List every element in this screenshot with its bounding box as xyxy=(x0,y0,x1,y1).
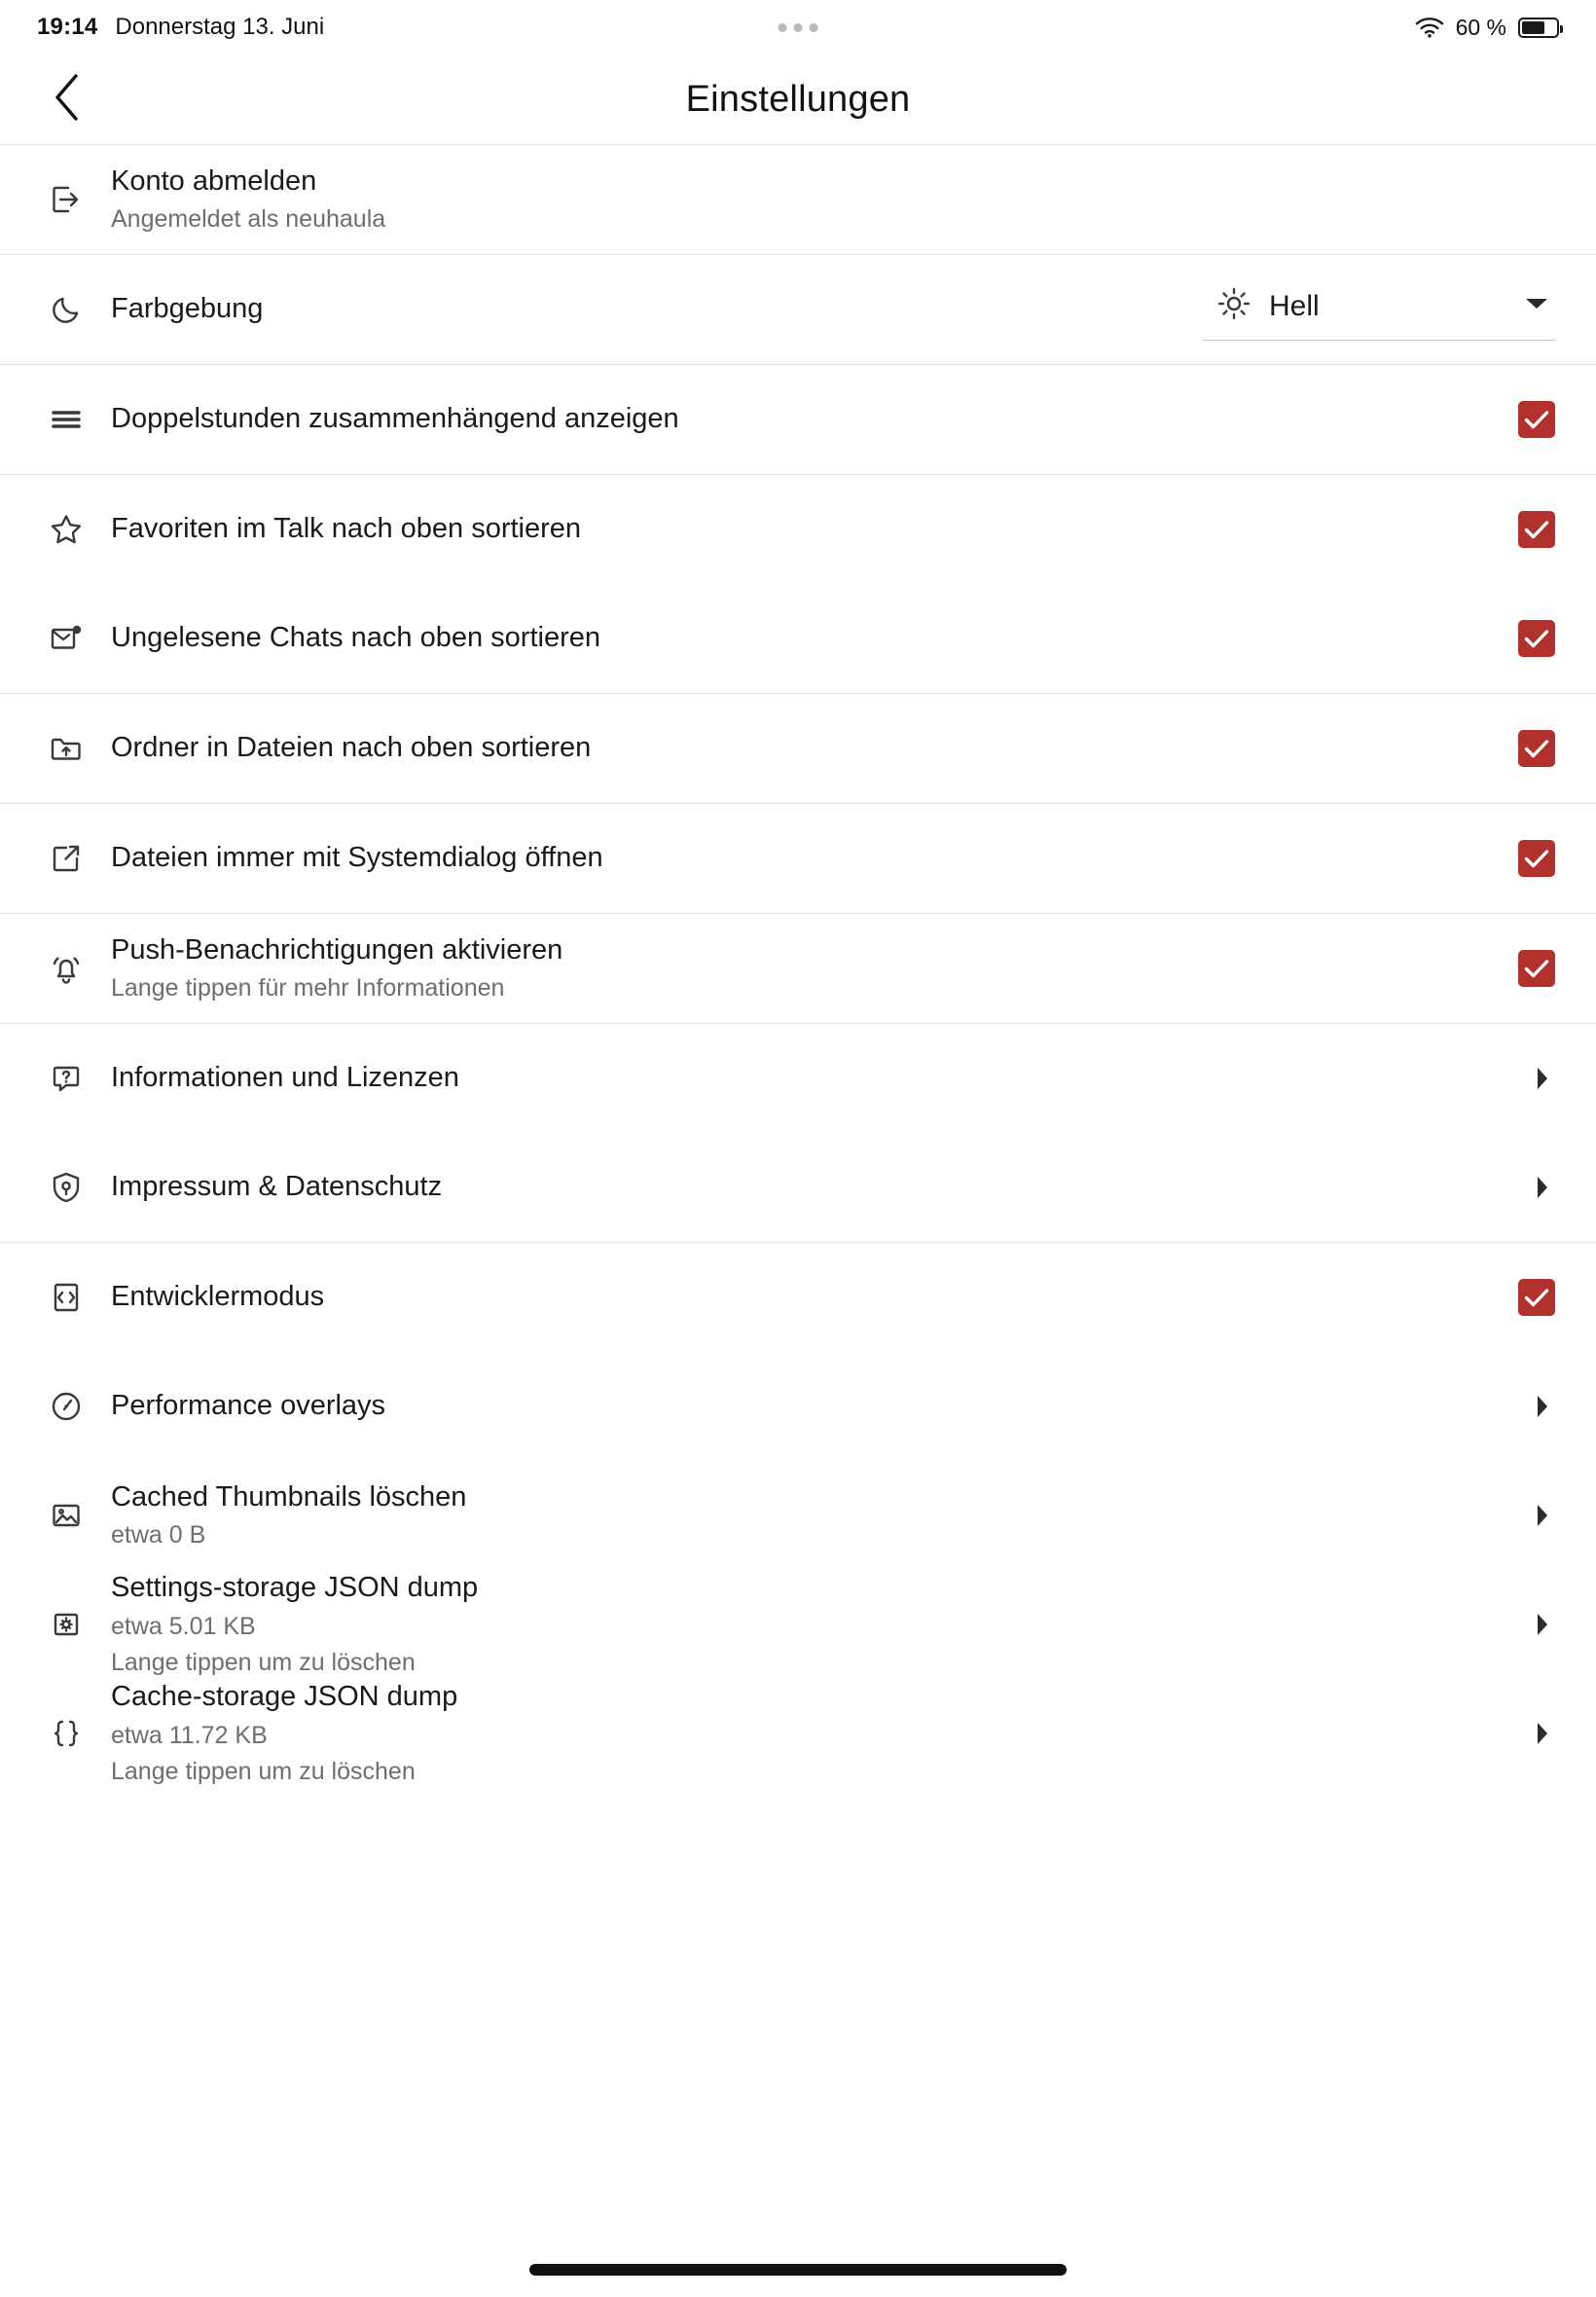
external-link-icon xyxy=(29,839,103,878)
status-bar xyxy=(0,0,1596,55)
chevron-right-icon[interactable] xyxy=(1528,1612,1557,1637)
row-text xyxy=(103,293,1203,325)
row-text xyxy=(103,1062,1528,1094)
row-subtitle-secondary: Lange tippen um zu löschen xyxy=(111,1648,416,1676)
moon-icon xyxy=(29,290,103,329)
row-checkbox[interactable] xyxy=(1518,730,1555,767)
row-text xyxy=(103,1281,1518,1313)
row-label: Favoriten im Talk nach oben sortieren xyxy=(111,513,582,545)
chevron-left-icon xyxy=(51,72,84,128)
row-label: Farbgebung xyxy=(111,293,264,325)
settings-row[interactable] xyxy=(0,1133,1596,1242)
chevron-right-icon[interactable] xyxy=(1528,1503,1557,1528)
row-text xyxy=(103,1681,1528,1785)
row-checkbox[interactable] xyxy=(1518,620,1555,657)
settings-group xyxy=(0,144,1596,254)
developer-mode-icon xyxy=(29,1278,103,1317)
settings-row[interactable] xyxy=(0,145,1596,254)
row-text xyxy=(103,1390,1528,1422)
row-subtitle-secondary: Lange tippen um zu löschen xyxy=(111,1757,416,1785)
row-subtitle: etwa 5.01 KB xyxy=(111,1612,256,1640)
row-text xyxy=(103,1572,1528,1676)
settings-group xyxy=(0,1023,1596,1242)
settings-row[interactable] xyxy=(0,365,1596,474)
status-date: Donnerstag 13. Juni xyxy=(115,14,325,40)
battery-icon xyxy=(1518,18,1559,38)
row-checkbox[interactable] xyxy=(1518,511,1555,548)
settings-row[interactable] xyxy=(0,1024,1596,1133)
battery-label: 60 % xyxy=(1455,14,1506,40)
wifi-icon xyxy=(1415,17,1444,38)
theme-dropdown[interactable] xyxy=(1203,278,1555,341)
row-text xyxy=(103,934,1518,1003)
home-indicator xyxy=(529,2264,1067,2276)
row-text xyxy=(103,622,1518,654)
settings-row[interactable] xyxy=(0,584,1596,693)
settings-row[interactable] xyxy=(0,914,1596,1023)
chevron-right-icon[interactable] xyxy=(1528,1066,1557,1091)
theme-dropdown-value: Hell xyxy=(1269,289,1320,322)
settings-row[interactable] xyxy=(0,1243,1596,1352)
row-subtitle: etwa 0 B xyxy=(111,1521,206,1550)
row-label: Cache-storage JSON dump xyxy=(111,1681,458,1713)
row-label: Performance overlays xyxy=(111,1390,386,1422)
dynamic-island-dots xyxy=(779,23,818,32)
page-title: Einstellungen xyxy=(685,78,911,120)
row-label: Konto abmelden xyxy=(111,164,317,197)
row-checkbox[interactable] xyxy=(1518,1279,1555,1316)
row-text xyxy=(103,732,1518,764)
row-checkbox[interactable] xyxy=(1518,840,1555,877)
settings-row[interactable] xyxy=(0,1352,1596,1461)
row-checkbox[interactable] xyxy=(1518,401,1555,438)
row-label: Informationen und Lizenzen xyxy=(111,1062,459,1094)
title-bar xyxy=(0,55,1596,144)
status-bar-right xyxy=(1415,15,1559,41)
row-label: Cached Thumbnails löschen xyxy=(111,1480,467,1513)
row-text xyxy=(103,403,1518,435)
row-subtitle: Angemeldet als neuhaula xyxy=(111,205,386,234)
help-box-icon xyxy=(29,1059,103,1098)
back-button[interactable] xyxy=(39,71,95,128)
chevron-right-icon[interactable] xyxy=(1528,1394,1557,1419)
chevron-down-icon[interactable] xyxy=(1524,296,1549,316)
row-label: Ordner in Dateien nach oben sortieren xyxy=(111,732,592,764)
settings-group xyxy=(0,693,1596,803)
settings-row[interactable] xyxy=(0,255,1596,364)
chevron-right-icon[interactable] xyxy=(1528,1175,1557,1200)
row-label: Impressum & Datenschutz xyxy=(111,1171,443,1203)
status-bar-left xyxy=(37,14,324,41)
settings-group xyxy=(0,474,1596,693)
settings-row[interactable] xyxy=(0,804,1596,913)
dot-icon xyxy=(810,23,818,32)
status-time: 19:14 xyxy=(37,14,98,40)
settings-row[interactable] xyxy=(0,475,1596,584)
sun-icon xyxy=(1216,286,1251,326)
row-subtitle: etwa 11.72 KB xyxy=(111,1721,268,1749)
row-label: Dateien immer mit Systemdialog öffnen xyxy=(111,842,603,874)
settings-row[interactable] xyxy=(0,1461,1596,1570)
settings-list xyxy=(0,144,1596,1788)
settings-row[interactable] xyxy=(0,1679,1596,1788)
row-label: Doppelstunden zusammenhängend anzeigen xyxy=(111,403,679,435)
dot-icon xyxy=(779,23,787,32)
folder-up-icon xyxy=(29,729,103,768)
lines-icon xyxy=(29,400,103,439)
logout-icon xyxy=(29,180,103,219)
shield-icon xyxy=(29,1168,103,1207)
settings-group xyxy=(0,254,1596,364)
row-subtitle: Lange tippen für mehr Informationen xyxy=(111,974,505,1003)
gear-icon xyxy=(29,1605,103,1644)
image-icon xyxy=(29,1496,103,1535)
star-icon xyxy=(29,510,103,549)
row-text xyxy=(103,513,1518,545)
settings-group xyxy=(0,364,1596,474)
settings-group xyxy=(0,913,1596,1023)
row-text xyxy=(103,1481,1528,1550)
row-label: Push-Benachrichtigungen aktivieren xyxy=(111,933,563,966)
row-checkbox[interactable] xyxy=(1518,950,1555,987)
row-text xyxy=(103,165,1561,234)
unread-mail-icon xyxy=(29,619,103,658)
bell-icon xyxy=(29,949,103,988)
chevron-right-icon[interactable] xyxy=(1528,1721,1557,1746)
row-label: Settings-storage JSON dump xyxy=(111,1572,479,1604)
row-text xyxy=(103,1171,1528,1203)
row-label: Entwicklermodus xyxy=(111,1281,325,1313)
settings-row[interactable] xyxy=(0,1570,1596,1679)
settings-group xyxy=(0,803,1596,913)
settings-group xyxy=(0,1242,1596,1788)
dot-icon xyxy=(794,23,803,32)
gauge-icon xyxy=(29,1387,103,1426)
row-text xyxy=(103,842,1518,874)
row-label: Ungelesene Chats nach oben sortieren xyxy=(111,622,600,654)
braces-icon xyxy=(29,1714,103,1753)
settings-row[interactable] xyxy=(0,694,1596,803)
